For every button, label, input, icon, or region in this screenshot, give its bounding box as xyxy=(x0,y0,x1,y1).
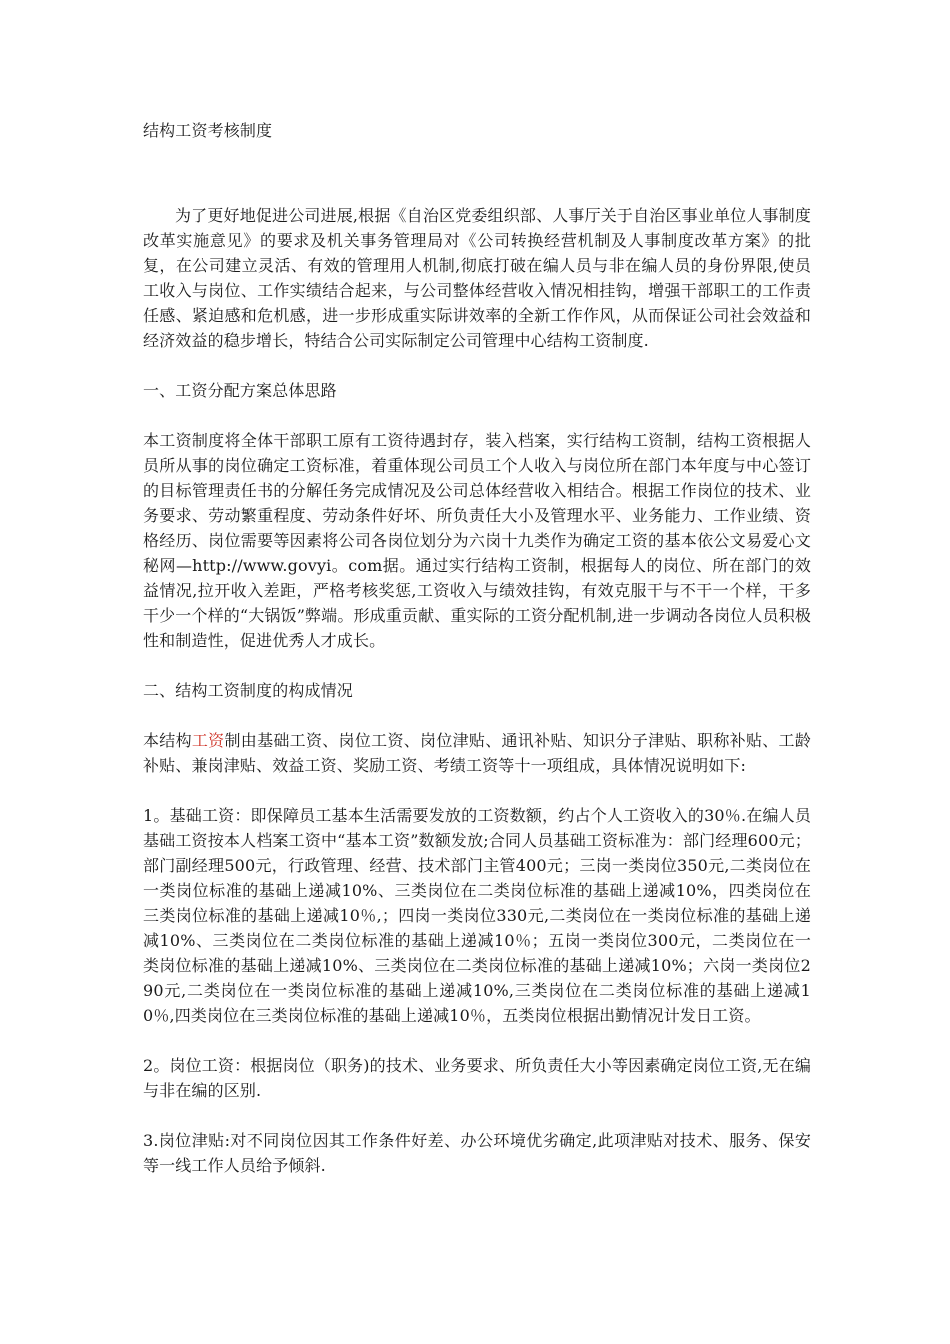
highlighted-link-text[interactable]: 工资 xyxy=(191,731,225,750)
section-2-prefix: 本结构 xyxy=(143,731,192,750)
section-heading-1: 一、工资分配方案总体思路 xyxy=(143,381,337,400)
list-item-position-allowance: 3.岗位津贴:对不同岗位因其工作条件好差、办公环境优劣确定,此项津贴对技术、服务、保安等一线工作人员给予倾斜. xyxy=(143,1131,811,1175)
section-1-paragraph: 本工资制度将全体干部职工原有工资待遇封存，装入档案，实行结构工资制，结构工资根据人员所从事的岗位确定工资标准，着重体现公司员工个人收入与岗位所在部门本年度与中心签订的目标管理责任书的分解任务完成情况及公司总体经营收入相结合。根据工作岗位的技术、业务要求、劳动繁重程度、劳动条件好坏、所负责任大小及管理水平、业务能力、工作业绩、资格经历、岗位需要等因素将公司各岗位划分为六岗十九类作为确定工资的基本依公文易爱心文秘网—http://www.govyi。com据。通过实行结构工资制，根据每人的岗位、所在部门的效益情况,拉开收入差距，严格考核奖惩,工资收入与绩效挂钩，有效克服干与不干一个样，干多干少一个样的“大锅饭”弊端。形成重贡献、重实际的工资分配机制,进一步调动各岗位人员积极性和制造性，促进优秀人才成长。 xyxy=(143,431,811,650)
list-item-position-salary: 2。岗位工资：根据岗位（职务)的技术、业务要求、所负责任大小等因素确定岗位工资,无在编与非在编的区别. xyxy=(143,1056,811,1100)
section-2-paragraph xyxy=(143,728,811,778)
section-heading-2: 二、结构工资制度的构成情况 xyxy=(143,681,353,700)
document-title: 结构工资考核制度 xyxy=(143,121,273,140)
list-item-basic-salary: 1。基础工资：即保障员工基本生活需要发放的工资数额，约占个人工资收入的30％.在编人员基础工资按本人档案工资中“基本工资”数额发放;合同人员基础工资标准为：部门经理600元；部门副经理500元，行政管理、经营、技术部门主管400元；三岗一类岗位350元,二类岗位在一类岗位标准的基础上递减10%、三类岗位在二类岗位标准的基础上递减10%，四类岗位在三类岗位标准的基础上递减10％,；四岗一类岗位330元,二类岗位在一类岗位标准的基础上递减10%、三类岗位在二类岗位标准的基础上递减10％；五岗一类岗位300元，二类岗位在一类岗位标准的基础上递减10%、三类岗位在二类岗位标准的基础上递减10%；六岗一类岗位290元,二类岗位在一类岗位标准的基础上递减10%,三类岗位在二类岗位标准的基础上递减10％,四类岗位在三类岗位标准的基础上递减10％，五类岗位根据出勤情况计发日工资。 xyxy=(143,806,811,1025)
document-page xyxy=(143,118,811,1203)
intro-paragraph: 为了更好地促进公司进展,根据《自治区党委组织部、人事厅关于自治区事业单位人事制度改革实施意见》的要求及机关事务管理局对《公司转换经营机制及人事制度改革方案》的批复，在公司建立灵活、有效的管理用人机制,彻底打破在编人员与非在编人员的身份界限,使员工收入与岗位、工作实绩结合起来，与公司整体经营收入情况相挂钩，增强干部职工的工作责任感、紧迫感和危机感，进一步形成重实际讲效率的全新工作作风，从而保证公司社会效益和经济效益的稳步增长，特结合公司实际制定公司管理中心结构工资制度. xyxy=(143,206,811,350)
section-2-suffix: 制由基础工资、岗位工资、岗位津贴、通讯补贴、知识分子津贴、职称补贴、工龄补贴、兼岗津贴、效益工资、奖励工资、考绩工资等十一项组成，具体情况说明如下: xyxy=(143,731,811,775)
